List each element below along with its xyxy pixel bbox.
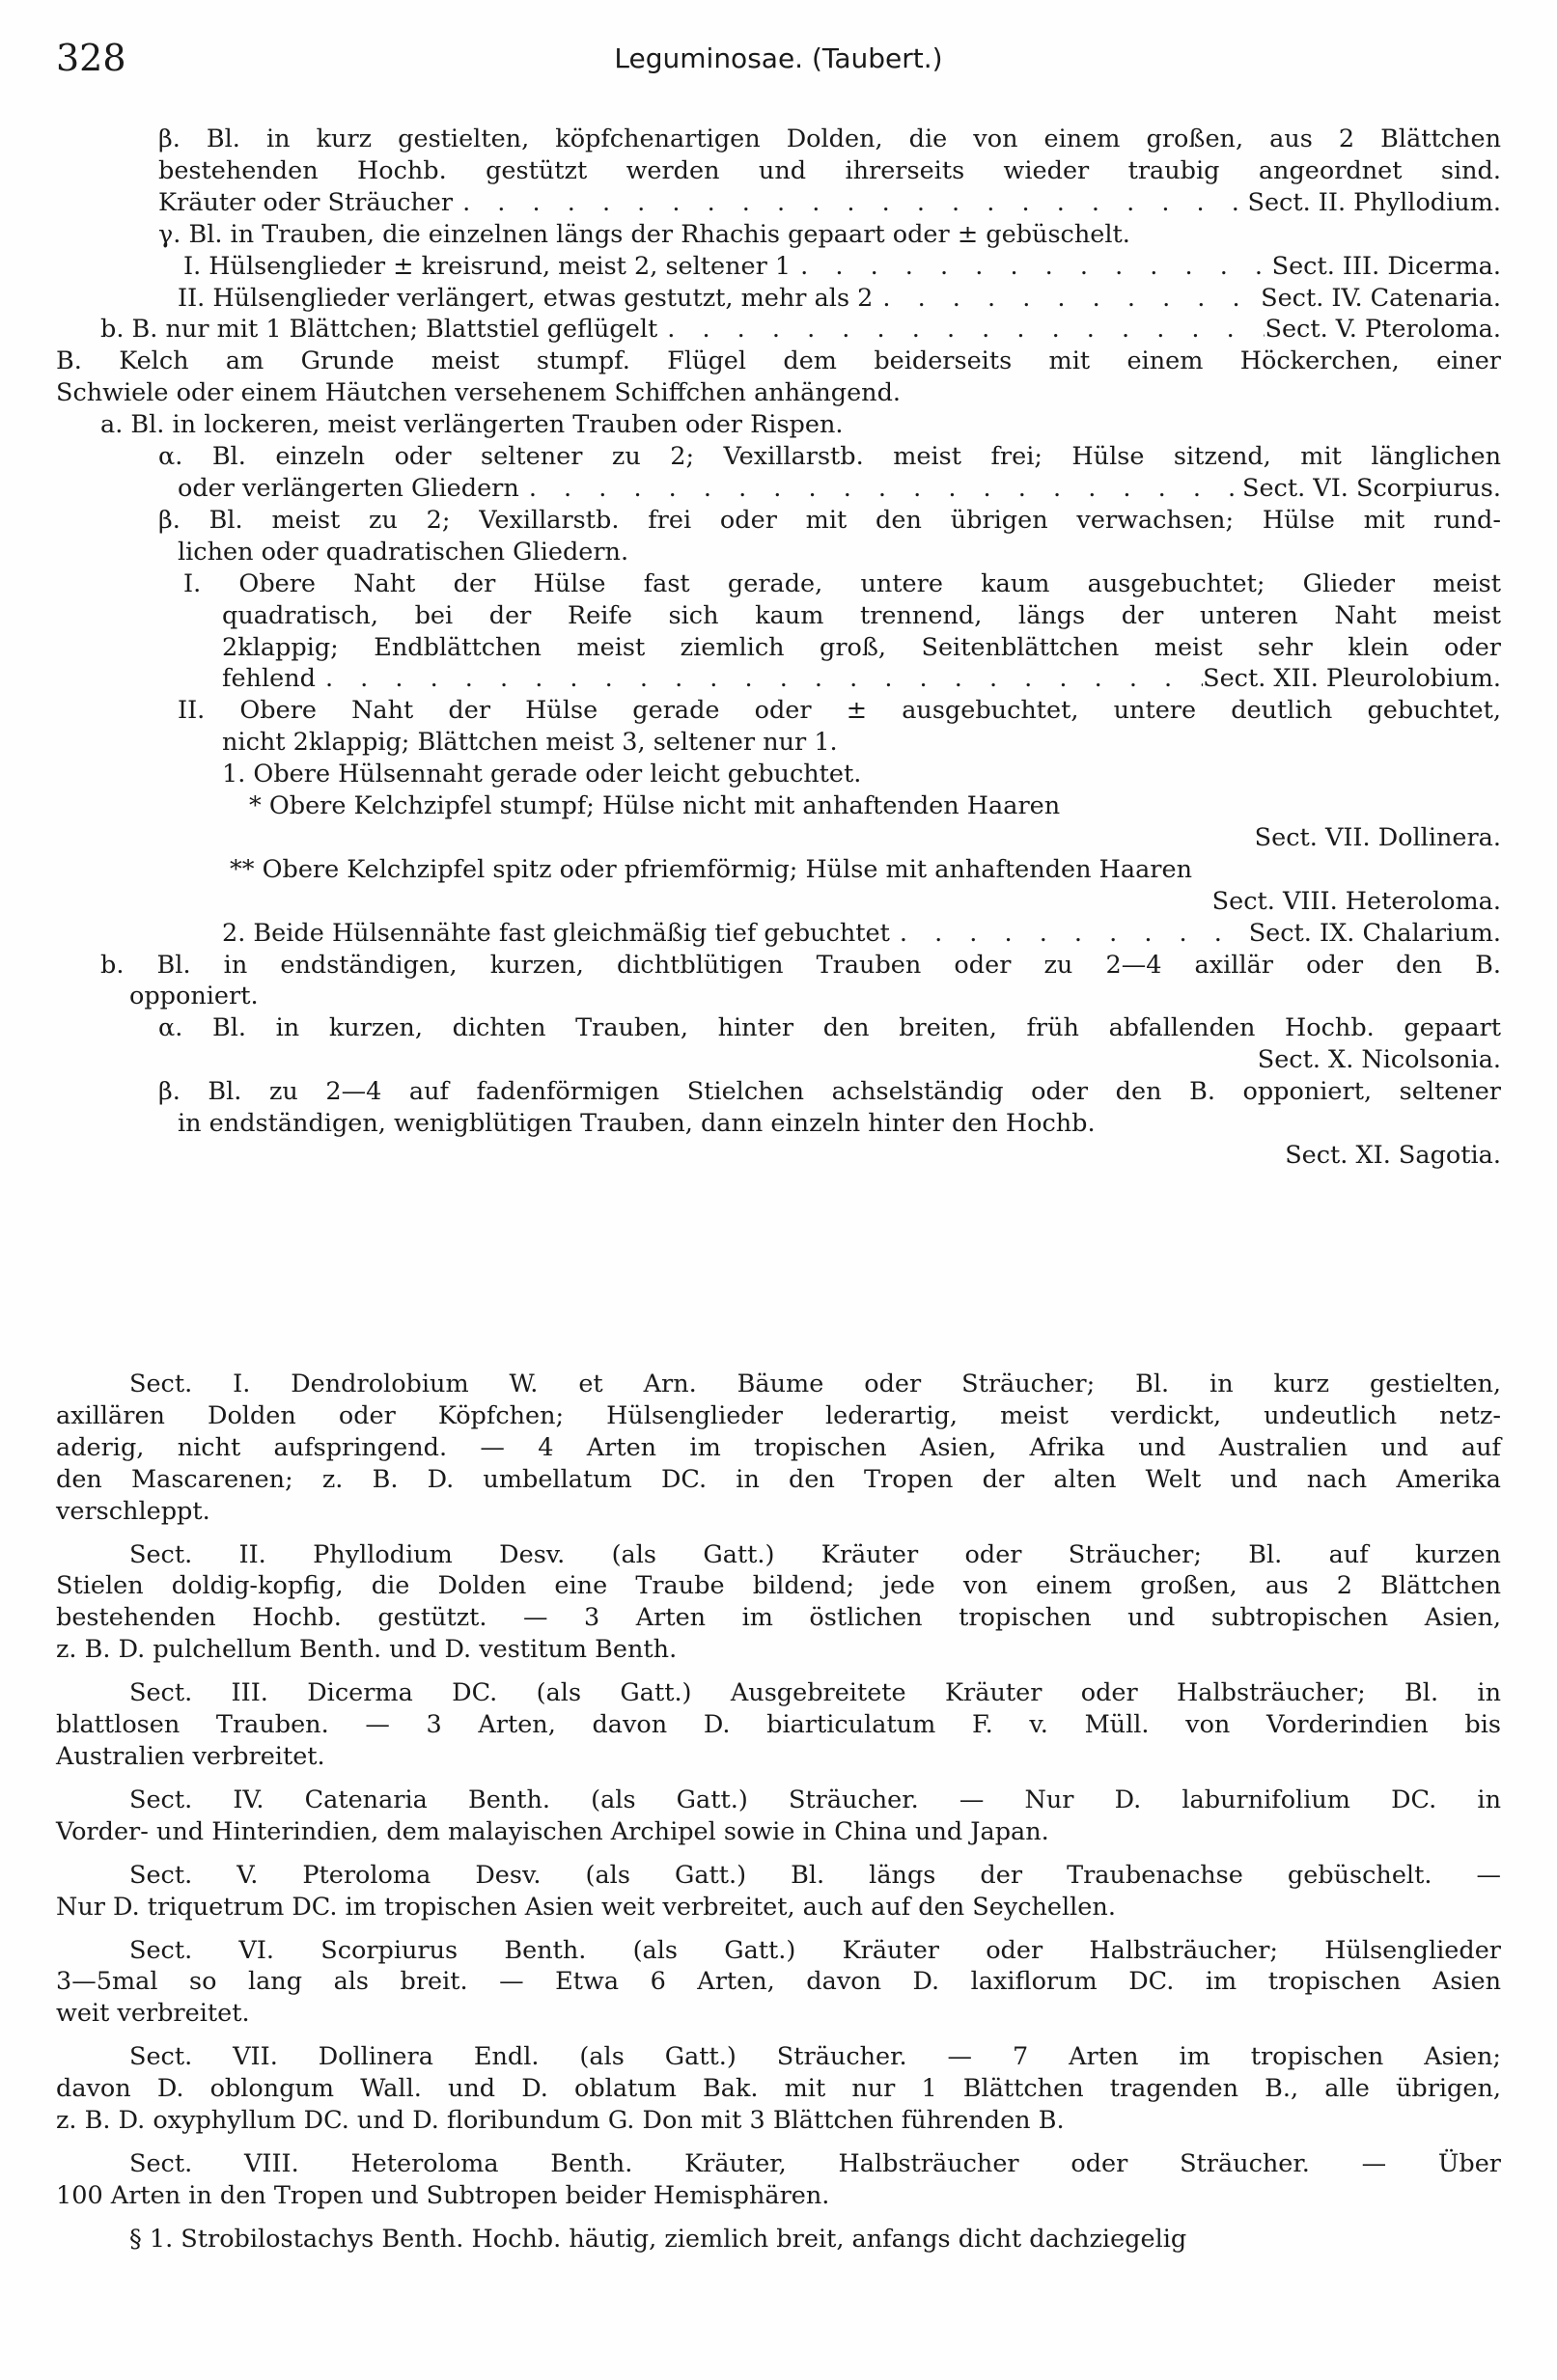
key-line: ** Obere Kelchzipfel spitz oder pfriemförmig; Hülse mit anhaftenden Haaren [230,854,1192,884]
paragraph-line: 3—5mal so lang als breit. — Etwa 6 Arten, davon D. laxiflorum DC. im tropischen Asien [56,1967,1501,1997]
section-reference: Sect. VI. Scorpiurus. [1242,473,1501,503]
key-line: I. Obere Naht der Hülse fast gerade, untere kaum ausgebuchtet; Glieder meist [183,568,1501,598]
paragraph-line: Sect. II. Phyllodium Desv. (als Gatt.) Kräuter oder Sträucher; Bl. auf kurzen [129,1539,1501,1569]
key-line: γ. Bl. in Trauben, die einzelnen längs der Rhachis gepaart oder ± gebüschelt. [158,219,1130,249]
paragraph-line: § 1. Strobilostachys Benth. Hochb. häutig, ziemlich breit, anfangs dicht dachziegelig [129,2224,1187,2254]
paragraph-line: Vorder- und Hinterindien, dem malayischen Archipel sowie in China und Japan. [56,1816,1049,1846]
key-line: α. Bl. in kurzen, dichten Trauben, hinter den breiten, früh abfallenden Hochb. gepaart [158,1013,1501,1043]
key-line: b. Bl. in endständigen, kurzen, dichtblütigen Trauben oder zu 2—4 axillär oder den B. [100,950,1501,980]
key-line: nicht 2klappig; Blättchen meist 3, seltener nur 1. [222,728,838,758]
key-text: I. Hülsenglieder ± kreisrund, meist 2, seltener 1 [183,251,792,281]
key-text: II. Hülsenglieder verlängert, etwas gestutzt, mehr als 2 [178,283,874,313]
paragraph-line: Sect. VIII. Heteroloma Benth. Kräuter, Halbsträucher oder Sträucher. — Über [129,2148,1501,2178]
paragraph-line: den Mascarenen; z. B. D. umbellatum DC. in den Tropen der alten Welt und nach Amerika [56,1464,1501,1494]
page-number: 328 [56,37,126,79]
key-text: b. B. nur mit 1 Blättchen; Blattstiel geflügelt [100,315,658,345]
key-line: 1. Obere Hülsennaht gerade oder leicht gebuchtet. [222,760,862,789]
key-text: oder verlängerten Gliedern [178,473,519,503]
paragraph-line: davon D. oblongum Wall. und D. oblatum Bak. mit nur 1 Blättchen tragenden B., alle übrigen, [56,2074,1501,2104]
key-text: fehlend [222,664,316,694]
paragraph-line: Sect. I. Dendrolobium W. et Arn. Bäume oder Sträucher; Bl. in kurz gestielten, [129,1370,1501,1398]
key-text: 2. Beide Hülsennähte fast gleichmäßig tief gebuchtet [222,918,890,948]
paragraph-line: Sect. III. Dicerma DC. (als Gatt.) Ausgebreitete Kräuter oder Halbsträucher; Bl. in [129,1678,1501,1708]
key-line [56,1140,1501,1172]
key-line: quadratisch, bei der Reife sich kaum trennend, längs der unteren Naht meist [222,600,1501,630]
paragraph-line: axillären Dolden oder Köpfchen; Hülsenglieder lederartig, meist verdickt, undeutlich netz- [56,1400,1501,1430]
section-reference: Sect. VIII. Heteroloma. [1211,886,1501,916]
paragraph-line: z. B. D. pulchellum Benth. und D. vestitum Benth. [56,1635,678,1665]
section-reference: Sect. XII. Pleurolobium. [1203,664,1501,694]
key-line [56,187,1501,219]
paragraph-line: z. B. D. oxyphyllum DC. und D. floribundum G. Don mit 3 Blättchen führenden B. [56,2106,1065,2136]
section-paragraph [56,2041,1501,2137]
paragraph-line: Nur D. triquetrum DC. im tropischen Asien weit verbreitet, auch auf den Seychellen. [56,1892,1116,1922]
key-line: opponiert. [129,982,259,1011]
paragraph-line: blattlosen Trauben. — 3 Arten, davon D. biarticulatum F. v. Müll. von Vorderindien bis [56,1710,1501,1740]
section-reference: Sect. IX. Chalarium. [1248,918,1501,948]
section-paragraph [56,1785,1501,1848]
identification-key [56,124,1501,1172]
section-reference: Sect. VII. Dollinera. [1254,822,1501,852]
key-line: * Obere Kelchzipfel stumpf; Hülse nicht mit anhaftenden Haaren [249,791,1061,821]
section-paragraph [56,1860,1501,1923]
leader-dots [453,187,1247,219]
paragraph-line: bestehenden Hochb. gestützt. — 3 Arten im östlichen tropischen und subtropischen Asien, [56,1603,1501,1633]
paragraph-line: Australien verbreitet. [56,1741,325,1771]
key-line: β. Bl. meist zu 2; Vexillarstb. frei oder mit den übrigen verwachsen; Hülse mit rund- [158,505,1501,535]
key-line: α. Bl. einzeln oder seltener zu 2; Vexillarstb. meist frei; Hülse sitzend, mit länglichen [158,442,1501,472]
key-line: bestehenden Hochb. gestützt werden und ihrerseits wieder traubig angeordnet sind. [158,155,1501,185]
leader-dots [890,918,1249,950]
leader-dots [657,314,1265,346]
key-line: Schwiele oder einem Häutchen versehenem Schiffchen anhängend. [56,378,902,408]
key-line: a. Bl. in lockeren, meist verlängerten Trauben oder Rispen. [100,410,844,440]
paragraph-line: Sect. V. Pteroloma Desv. (als Gatt.) Bl. längs der Traubenachse gebüschelt. — [129,1860,1501,1890]
section-paragraph [56,1935,1501,2031]
paragraph-line: Sect. IV. Catenaria Benth. (als Gatt.) Sträucher. — Nur D. laburnifolium DC. in [129,1785,1501,1814]
key-line [56,314,1501,346]
section-descriptions [56,1369,1501,2255]
section-reference: Sect. X. Nicolsonia. [1257,1045,1501,1075]
key-line [56,822,1501,854]
leader-dots [791,251,1271,283]
section-paragraph [56,1539,1501,1667]
section-paragraph [56,2148,1501,2212]
key-line [56,918,1501,950]
key-line: β. Bl. zu 2—4 auf fadenförmigen Stielchen achselständig oder den B. opponiert, seltener [158,1077,1501,1107]
key-line: 2klappig; Endblättchen meist ziemlich groß, Seitenblättchen meist sehr klein oder [222,632,1501,662]
section-reference: Sect. V. Pteroloma. [1265,315,1501,345]
paragraph-line: Stielen doldig-kopfig, die Dolden eine Traube bildend; jede von einem großen, aus 2 Blättchen [56,1571,1501,1601]
key-line: lichen oder quadratischen Gliedern. [178,537,629,567]
key-line: B. Kelch am Grunde meist stumpf. Flügel dem beiderseits mit einem Höckerchen, einer [56,346,1501,376]
section-paragraph [56,1677,1501,1773]
leader-dots [873,283,1261,315]
key-line [56,886,1501,918]
paragraph-line: aderig, nicht aufspringend. — 4 Arten im tropischen Asien, Afrika und Australien und auf [56,1432,1501,1462]
section-reference: Sect. XI. Sagotia. [1285,1141,1501,1170]
paragraph-line: verschleppt. [56,1496,210,1526]
key-text: Kräuter oder Sträucher [158,187,454,217]
paragraph-line: weit verbreitet. [56,1999,250,2029]
section-reference: Sect. III. Dicerma. [1271,251,1501,281]
section-reference: Sect. II. Phyllodium. [1247,187,1501,217]
paragraph-line: Sect. VII. Dollinera Endl. (als Gatt.) Sträucher. — 7 Arten im tropischen Asien; [129,2042,1501,2072]
section-paragraph [56,2224,1501,2255]
section-reference: Sect. IV. Catenaria. [1261,283,1501,313]
key-line [56,663,1501,695]
key-line [56,1044,1501,1076]
paragraph-line: Sect. VI. Scorpiurus Benth. (als Gatt.) Kräuter oder Halbsträucher; Hülsenglieder [129,1935,1501,1965]
key-line [56,473,1501,505]
running-head: Leguminosae. (Taubert.) [614,42,943,74]
key-line [56,283,1501,315]
page-header [56,37,1501,91]
paragraph-line: 100 Arten in den Tropen und Subtropen beider Hemisphären. [56,2180,830,2210]
section-paragraph [56,1369,1501,1528]
key-line: II. Obere Naht der Hülse gerade oder ± ausgebuchtet, untere deutlich gebuchtet, [178,696,1501,726]
key-line: in endständigen, wenigblütigen Trauben, dann einzeln hinter den Hochb. [178,1109,1096,1139]
key-line [56,251,1501,283]
leader-dots [316,663,1203,695]
leader-dots [519,473,1242,505]
key-line: β. Bl. in kurz gestielten, köpfchenartigen Dolden, die von einem großen, aus 2 Blättchen [158,125,1501,153]
